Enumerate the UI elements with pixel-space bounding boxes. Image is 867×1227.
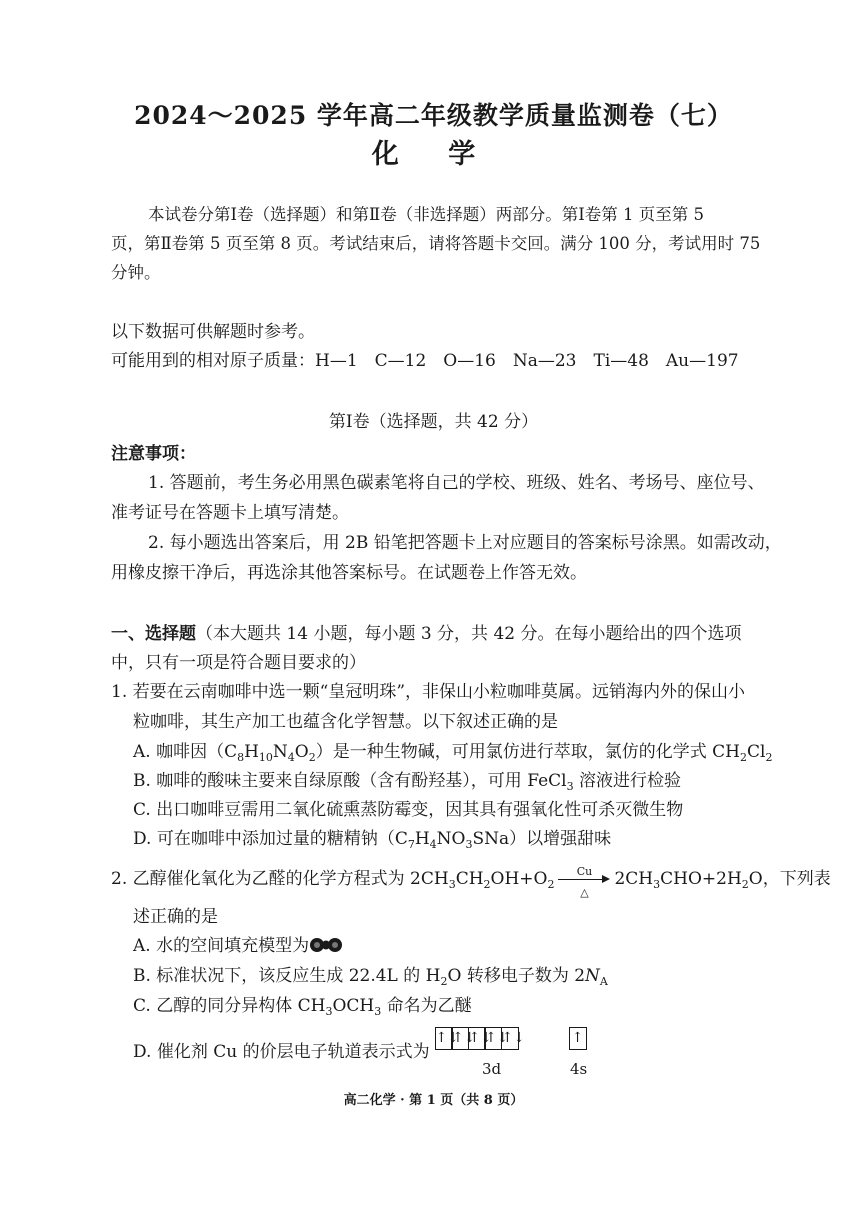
q1-option-b: B. 咖啡的酸味主要来自绿原酸（含有酚羟基），可用 FeCl$_3$ 溶液进行检验 <box>133 771 681 793</box>
q2-option-a: A. 水的空间填充模型为 <box>133 935 343 957</box>
water-space-filling-model-icon <box>309 937 343 953</box>
part1-desc-line-2: 中，只有一项是符合题目要求的） <box>111 653 366 673</box>
note-1-line-1: 1. 答题前，考生务必用黑色碳素笔将自己的学校、班级、姓名、考场号、座位号、 <box>148 473 765 493</box>
orbital-4s-label: 4s <box>570 1060 588 1078</box>
q1-option-c: C. 出口咖啡豆需用二氧化硫熏蒸防霉变，因其具有强氧化性可杀灭微生物 <box>133 800 684 820</box>
intro-line-2: 页，第Ⅱ卷第 5 页至第 8 页。考试结束后，请将答题卡交回。满分 100 分，考试用时 75 <box>111 234 761 253</box>
notes-title: 注意事项： <box>111 444 196 464</box>
q1-option-d: D. 可在咖啡中添加过量的糖精钠$(C_7H_4NO_3SNa)$以增强甜味 <box>133 829 612 851</box>
q2-option-d: D. 催化剂 Cu 的价层电子轨道表示式为 <box>133 1042 430 1062</box>
orbital-3d-label: 3d <box>482 1060 502 1078</box>
note-1-line-2: 准考证号在答题卡上填写清楚。 <box>111 503 349 523</box>
orbital-4s: ↑ <box>570 1027 587 1050</box>
atomic-masses: 可能用到的相对原子质量：H—1 C—12 O—16 Na—23 Ti—48 Au—197 <box>111 351 739 371</box>
subject-title: 化 学 <box>371 139 496 170</box>
part1-label: 一、选择题 <box>111 624 196 644</box>
orbital-3d: ↑↓↑↓↑↓↑↓↑↓ <box>436 1027 519 1050</box>
q1-stem-line-1: 1. 若要在云南咖啡中选一颗“皇冠明珠”，非保山小粒咖啡莫属。远销海内外的保山小 <box>111 682 746 702</box>
reference-line-1: 以下数据可供解题时参考。 <box>111 322 315 342</box>
note-2-line-2: 用橡皮擦干净后，再选涂其他答案标号。在试题卷上作答无效。 <box>111 563 587 583</box>
exam-title: 2024～2025 学年高二年级教学质量监测卷（七） <box>134 101 733 130</box>
q1-stem-line-2: 粒咖啡，其生产加工也蕴含化学智慧。以下叙述正确的是 <box>133 712 558 732</box>
q2-option-c: C. 乙醇的同分异构体 $CH_3OCH_3$ 命名为乙醚 <box>133 996 472 1018</box>
intro-line-3: 分钟。 <box>111 263 161 282</box>
section-heading: 第Ⅰ卷（选择题，共 42 分） <box>328 412 539 432</box>
intro-line-1: 本试卷分第Ⅰ卷（选择题）和第Ⅱ卷（非选择题）两部分。第Ⅰ卷第 1 页至第 5 <box>148 205 704 224</box>
part1-desc: （本大题共 14 小题，每小题 3 分，共 42 分。在每小题给出的四个选项 <box>196 624 742 644</box>
q2-stem-line-2: 述正确的是 <box>133 907 218 927</box>
page-footer: 高二化学 · 第 1 页（共 8 页） <box>343 1093 524 1108</box>
reaction-arrow: Cu △ <box>558 874 610 886</box>
q2-stem-line-1: 2. 乙醇催化氧化为乙醛的化学方程式为 $2CH_3CH_2OH+O_2$ Cu △ $2CH_3CHO+2H_2O$，下列表 <box>111 864 831 899</box>
q1-option-a: A. 咖啡因$(C_8H_{10}N_4O_2)$是一种生物碱，可用氯仿进行萃取，氯仿的化学式 $CH_2Cl_2$ <box>133 742 773 764</box>
q2-option-b: B. 标准状况下，该反应生成 22.4L 的 $H_2O$ 转移电子数为 $2N_A$ <box>133 966 608 988</box>
part1-header <box>111 623 742 645</box>
note-2-line-1: 2. 每小题选出答案后，用 2B 铅笔把答题卡上对应题目的答案标号涂黑。如需改动， <box>148 533 782 553</box>
